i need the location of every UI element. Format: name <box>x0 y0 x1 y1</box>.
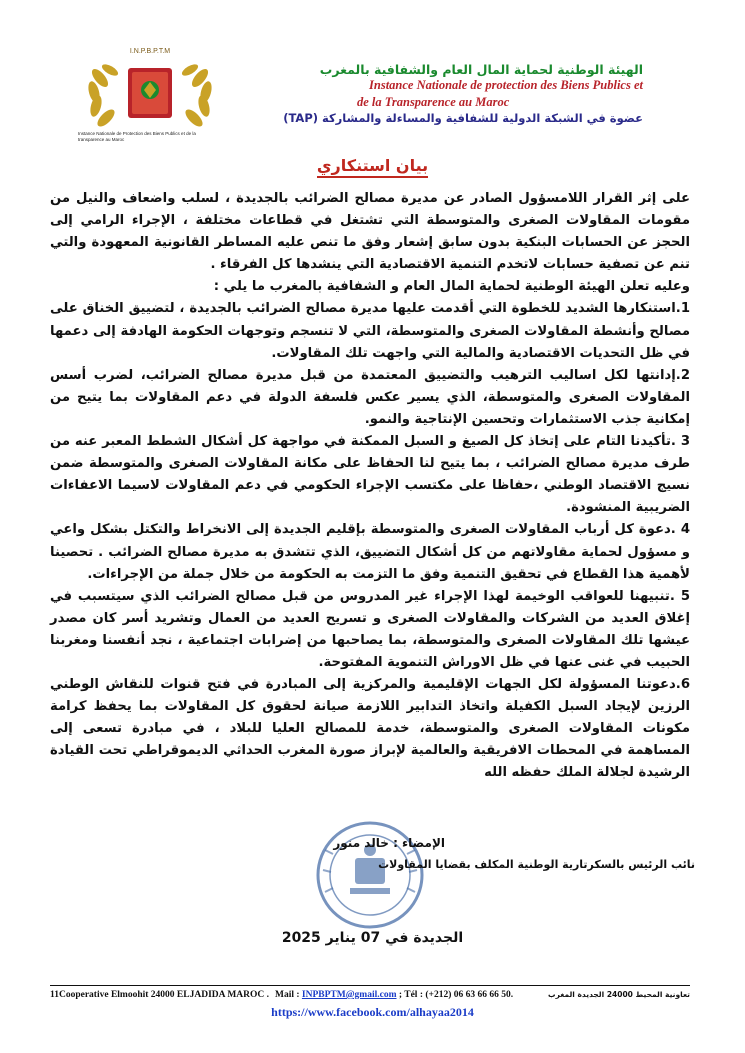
membership-line: عضوة في الشبكة الدولية للشفافية والمساءلة والمشاركة (TAP) <box>283 111 643 125</box>
org-name-french-line2: de la Transparence au Maroc <box>356 95 510 109</box>
point-5: 5 .تنبيهنا للعواقب الوخيمة لهذا الإجراء غير المدروس من قبل مصالح الضرائب الذي سيتسبب في إغلاق العديد من الشركات والمقاولات الصغرى و تسريح العديد من العمال وتشريد أسر كان مصدر عيشها تلك المقاولات الصغرى والمتوسطة، بما يصاحبها من إضرابات اجتماعية ، نجد أنفسنا ومغربنا الحبيب في غنى عنها في ظل الاوراش التنموية المفتوحة. <box>50 588 690 670</box>
document-date: الجديدة في 07 يناير 2025 <box>281 930 464 946</box>
facebook-link[interactable]: https://www.facebook.com/alhayaa2014 <box>271 1005 474 1019</box>
org-name-arabic: الهيئة الوطنية لحماية المال العام والشفافية بالمغرب <box>319 62 643 77</box>
point-2: 2.إدانتها لكل اساليب الترهيب والتضييق المعتمدة من قبل مديرة مصالح الضرائب، لضرب أسس المقاولات الصغرى والمتوسطة، الذي يسير عكس فلسفة الدولة في دعم المقاولات بما يتيح من إمكانية جذب الاستثمارات وتحسين الإنتاجية والنمو. <box>50 367 690 427</box>
footer-address-fr: 11Cooperative Elmoohit 24000 ELJADIDA MAROC . <box>50 990 270 1000</box>
logo-acronym: I.N.P.B.P.T.M <box>129 48 171 55</box>
point-6: 6.دعوتنا المسؤولة لكل الجهات الإقليمية والمركزية إلى المبادرة في فتح قنوات للنقاش الوطني الرزين لإيجاد السبل الكفيلة واتخاذ التدابير اللازمة صيانة لحقوق كل المقاولات بما يحفظ كرامة مكونات المقاولات الصغرى والمتوسطة، خدمة للمصالح العليا للبلاد ، في مبادرة تسعى إلى المساهمة في المحطات الافريقية والعالمية لإبراز صورة المغرب الحداثي الديموقراطي تحت القيادة الرشيدة لجلالة الملك حفظه الله <box>50 677 690 781</box>
organization-logo <box>70 48 230 148</box>
document-title: بيان استنكاري <box>0 156 745 175</box>
signature-role: نائب الرئيس بالسكرتارية الوطنية المكلف بقضايا المقاولات <box>378 858 695 871</box>
point-3: 3 .تأكيدنا التام على إتخاذ كل الصيغ و السبل الممكنة في مواجهة كل أشكال الشطط المعبر عنه من طرف مديرة مصالح الضرائب ، بما يتيح لنا الحفاظ على مكانة المقاولات الصغرى والمتوسطة ضمن نسيج الاقتصاد الوطني ،حفاظا على مكتسب الإجراء الحكومي في دعم المقاولات لاسيما الاعفاءات الضريبية المنشودة. <box>50 434 690 516</box>
signature-name: الإمضاء : خالد منور <box>333 836 445 850</box>
logo-caption: Instance Nationale de Protection des Biens Publics et de la transparence au Maroc <box>78 131 196 142</box>
document-body <box>50 188 690 785</box>
footer-contact <box>275 990 513 1000</box>
intro-paragraph: على إثر القرار اللامسؤول الصادر عن مديرة مصالح الضرائب بالجديدة ، لسلب واضعاف والنيل من مقومات المقاولات الصغرى والمتوسطة التي تشتغل في قطاعات مختلفة ، الإجراء الرامي إلى الحجز عن الحسابات البنكية بدون سابق إشعار وفق ما تنص عليه المساطر القانونية المعهودة والتي تنم عن تصفية حسابات لاتخدم التنمية الاقتصادية التي ينشدها كل الفرقاء . <box>50 191 690 273</box>
footer-divider <box>50 985 690 986</box>
email-link[interactable]: INPBPTM@gmail.com <box>301 990 397 1000</box>
point-1: 1.استنكارها الشديد للخطوة التي أقدمت عليها مديرة مصالح الضرائب بالجديدة ، لتضييق الخناق على مصالح وأنشطة المقاولات الصغرى والمتوسطة، التي لا تنسجم وتوجهات الحكومة الهادفة إلى دعمها في ظل التحديات الاقتصادية والمالية التي واجهت تلك المقاولات. <box>50 301 690 361</box>
org-name-french-line1: Instance Nationale de protection des Biens Publics et <box>369 78 643 92</box>
mail-label: Mail : <box>275 990 300 1000</box>
declaration-lead: وعليه تعلن الهيئة الوطنية لحماية المال العام و الشفافية بالمغرب ما يلي : <box>213 279 690 295</box>
footer-address-ar: تعاونية المحيط 24000 الجديدة المغرب <box>548 990 690 999</box>
point-4: 4 .دعوة كل أرباب المقاولات الصغرى والمتوسطة بإقليم الجديدة إلى الانخراط والتكتل بشكل واعي و مسؤول لحماية مقاولاتهم من كل أشكال التضييق، الذي تتشدق به مديرة مصالح الضرائب . تحصينا لأهمية هذا القطاع في تحقيق التنمية وفق ما التزمت به الحكومة من خلال جملة من الإجراءات. <box>50 522 690 582</box>
phone-number: ; Tél : (+212) 06 63 66 66 50. <box>398 990 514 1000</box>
letterhead <box>283 62 643 125</box>
